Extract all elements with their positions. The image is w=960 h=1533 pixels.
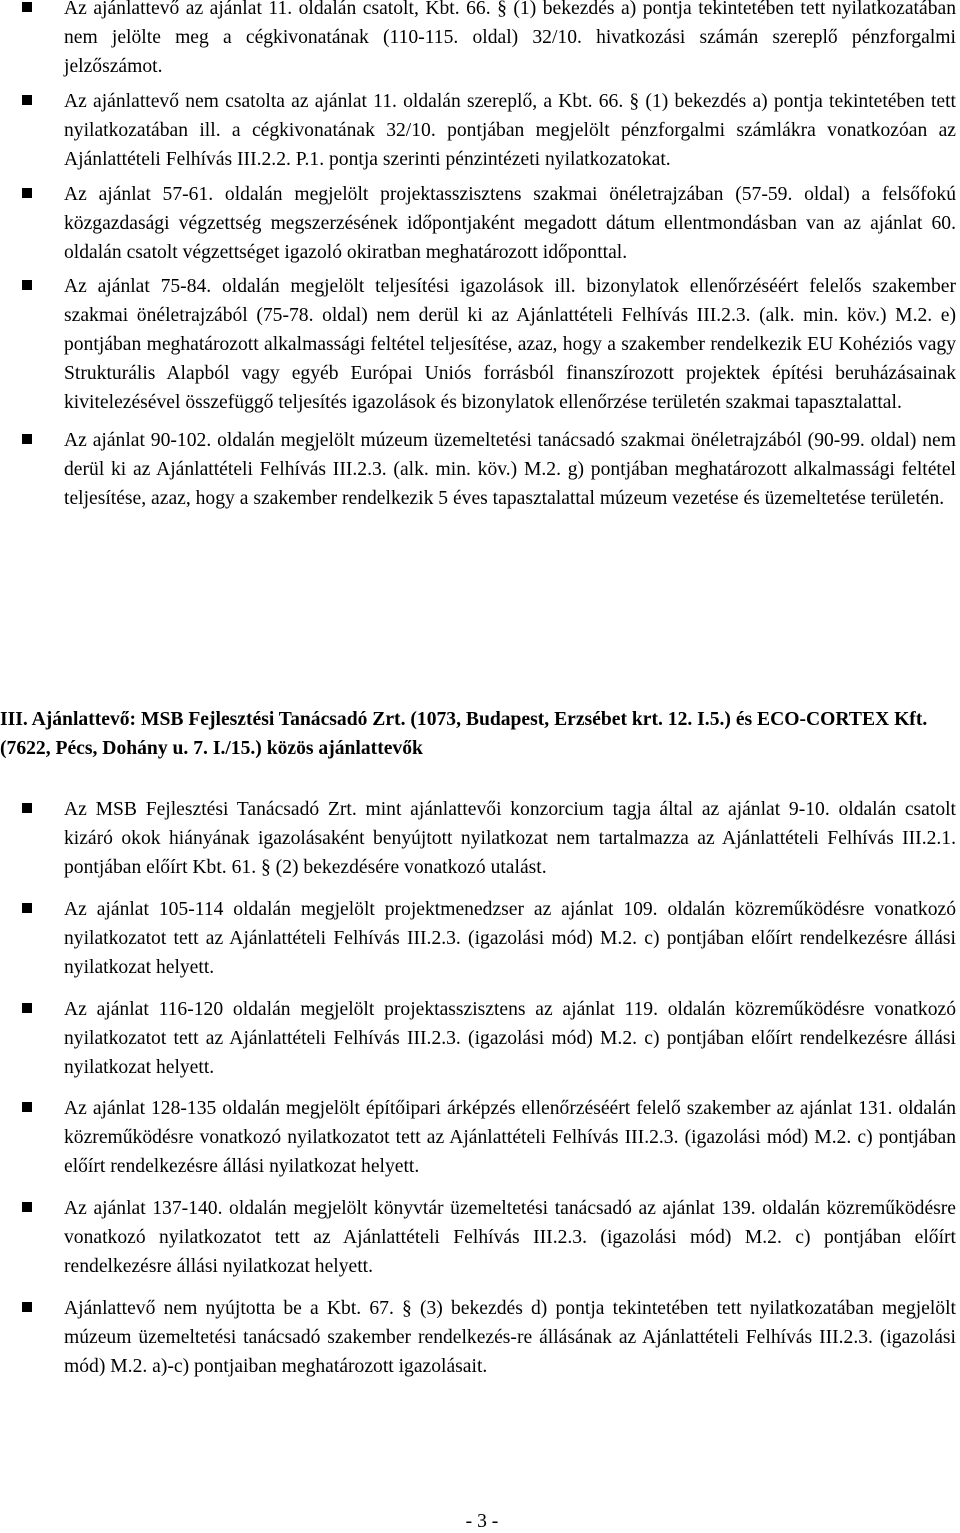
list-item (0, 272, 960, 417)
list-item-text: Ajánlattevő nem nyújtotta be a Kbt. 67. § (3) bekezdés d) pontja tekintetében tett nyilatkozatában megjelölt múzeum üzemeltetési tanácsadó szakember rendelkezés-re állásának az Ajánlattételi Felhívás III.2.3. (igazolási mód) M.2. a)-c) pontjaiban meghatározott igazolásait. (64, 1298, 956, 1377)
findings-list-top (0, 0, 960, 522)
list-item-text: Az ajánlat 116-120 oldalán megjelölt projektasszisztens az ajánlat 119. oldalán közreműködésre vonatkozó nyilatkozatot tett az Ajánlattételi Felhívás III.2.3. (igazolási mód) M.2. c) pontjában előírt rendelkezésre állási nyilatkozat helyett. (64, 999, 956, 1078)
list-item (0, 426, 960, 513)
list-item-text: Az ajánlat 90-102. oldalán megjelölt múzeum üzemeltetési tanácsadó szakmai önéletrajzából (90-99. oldal) nem derül ki az Ajánlattételi Felhívás III.2.3. (alk. min. köv.) M.2. g) pontjában meghatározott alkalmassági feltétel teljesítése, azaz, hogy a szakember rendelkezik 5 éves tapasztalattal múzeum vezetése és üzemeltetése területén. (64, 430, 956, 509)
list-item-text: Az ajánlat 105-114 oldalán megjelölt projektmenedzser az ajánlat 109. oldalán közreműködésre vonatkozó nyilatkozatot tett az Ajánlattételi Felhívás III.2.3. (igazolási mód) M.2. c) pontjában előírt rendelkezésre állási nyilatkozat helyett. (64, 899, 956, 978)
square-bullet-icon (22, 1202, 32, 1212)
list-item (0, 795, 960, 882)
findings-list-bottom (0, 795, 960, 1394)
page-number: - 3 - (465, 1511, 499, 1532)
list-item-text: Az ajánlat 128-135 oldalán megjelölt építőipari árképzés ellenőrzéséért felelő szakember az ajánlat 131. oldalán közreműködésre vonatkozó nyilatkozatot tett az Ajánlattételi Felhívás III.2.3. (igazolási mód) M.2. c) pontjában előírt rendelkezésre állási nyilatkozat helyett. (64, 1098, 956, 1177)
list-item (0, 1294, 960, 1381)
square-bullet-icon (22, 2, 32, 12)
square-bullet-icon (22, 280, 32, 290)
list-item-text: Az ajánlat 137-140. oldalán megjelölt könyvtár üzemeltetési tanácsadó az ajánlat 139. oldalán közreműködésre vonatkozó nyilatkozatot tett az Ajánlattételi Felhívás III.2.3. (igazolási mód) M.2. c) pontjában előírt rendelkezésre állási nyilatkozat helyett. (64, 1198, 956, 1277)
list-item (0, 895, 960, 982)
list-item-text: Az MSB Fejlesztési Tanácsadó Zrt. mint ajánlattevői konzorcium tagja által az ajánlat 9-10. oldalán csatolt kizáró okok hiányának igazolásaként benyújtott nyilatkozat nem tartalmazza az Ajánlattételi Felhívás III.2.1. pontjában előírt Kbt. 61. § (2) bekezdésére vonatkozó utalást. (64, 799, 956, 878)
list-item-text: Az ajánlat 75-84. oldalán megjelölt teljesítési igazolások ill. bizonylatok ellenőrzéséért felelős szakember szakmai önéletrajzából (75-78. oldal) nem derül ki az Ajánlattételi Felhívás III.2.3. (alk. min. köv.) M.2. e) pontjában meghatározott alkalmassági feltétel teljesítése, azaz, hogy a szakember rendelkezik EU Kohéziós vagy Strukturális Alapból vagy egyéb Európai Uniós forrásból finanszírozott projektek építési beruházásainak kivitelezésével összefüggő teljesítés igazolások és bizonylatok ellenőrzése területén szakmai tapasztalattal. (64, 276, 956, 413)
list-item-text: Az ajánlattevő az ajánlat 11. oldalán csatolt, Kbt. 66. § (1) bekezdés a) pontja tekintetében tett nyilatkozatában nem jelölte meg a cégkivonatának (110-115. oldal) 32/10. hivatkozási számán szereplő pénzforgalmi jelzőszámot. (64, 0, 956, 77)
list-item (0, 1094, 960, 1181)
square-bullet-icon (22, 188, 32, 198)
section-heading: III. Ajánlattevő: MSB Fejlesztési Tanácsadó Zrt. (1073, Budapest, Erzsébet krt. 12. I.5.) és ECO-CORTEX Kft. (7622, Pécs, Dohány u. 7. I./15.) közös ajánlattevők (0, 709, 928, 759)
list-item-text: Az ajánlattevő nem csatolta az ajánlat 11. oldalán szereplő, a Kbt. 66. § (1) bekezdés a) pontja tekintetében tett nyilatkozatában ill. a cégkivonatának 32/10. pontjában megjelölt pénzforgalmi számlákra vonatkozóan az Ajánlattételi Felhívás III.2.2. P.1. pontja szerinti pénzintézeti nyilatkozatokat. (64, 91, 956, 170)
square-bullet-icon (22, 1003, 32, 1013)
square-bullet-icon (22, 903, 32, 913)
list-item (0, 995, 960, 1082)
list-item (0, 180, 960, 267)
list-item (0, 1194, 960, 1281)
list-item-text: Az ajánlat 57-61. oldalán megjelölt projektasszisztens szakmai önéletrajzában (57-59. oldal) a felsőfokú közgazdasági végzettség megszerzésének időpontjaként megadott dátum ellentmondásban van az ajánlat 60. oldalán csatolt végzettséget igazoló okiratban meghatározott időponttal. (64, 184, 956, 263)
square-bullet-icon (22, 95, 32, 105)
square-bullet-icon (22, 1302, 32, 1312)
square-bullet-icon (22, 434, 32, 444)
list-item (0, 0, 960, 81)
list-item (0, 87, 960, 174)
square-bullet-icon (22, 1102, 32, 1112)
square-bullet-icon (22, 803, 32, 813)
